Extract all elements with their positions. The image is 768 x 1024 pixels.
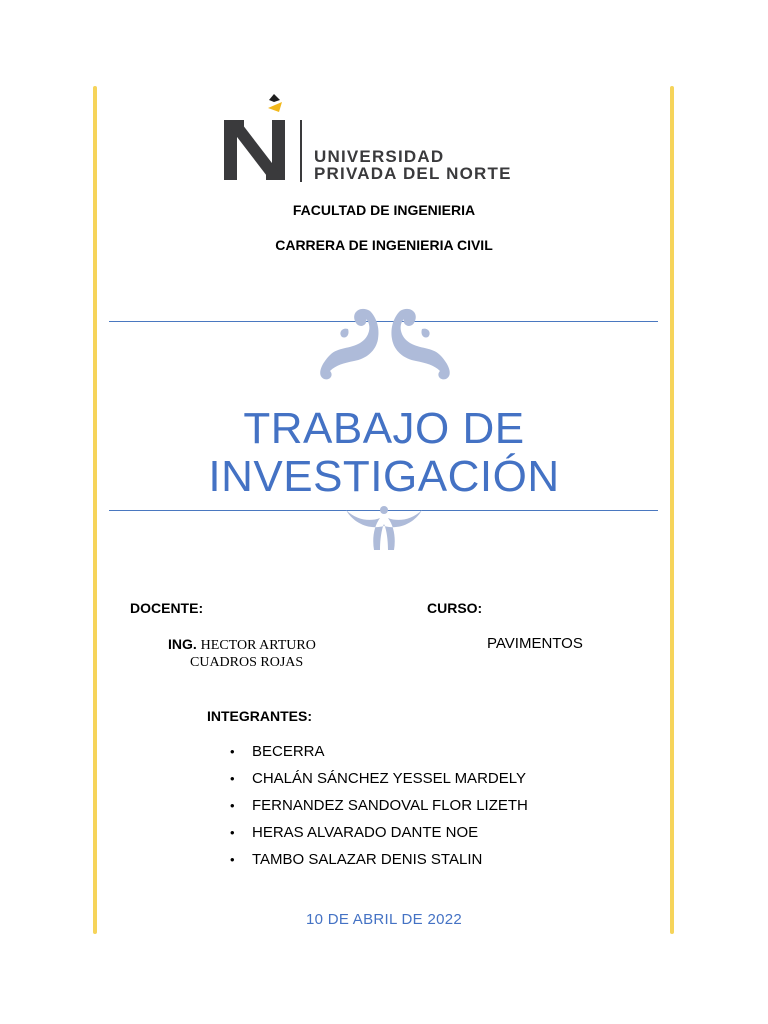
docente-name-first: HECTOR ARTURO: [200, 638, 316, 653]
list-item: [230, 823, 478, 843]
member-name: HERAS ALVARADO DANTE NOE: [252, 824, 479, 841]
member-name: TAMBO SALAZAR DENIS STALIN: [252, 851, 483, 868]
bullet: •: [230, 744, 235, 759]
logo-divider: [300, 120, 302, 182]
list-item: [230, 796, 528, 816]
date-text: 10 DE ABRIL DE 2022: [305, 911, 463, 928]
bullet: •: [230, 852, 235, 867]
docente-name-line2: CUADROS ROJAS: [190, 655, 304, 670]
university-name-line1: UNIVERSIDAD: [314, 147, 445, 166]
bullet: •: [230, 771, 235, 786]
list-item: [230, 742, 325, 762]
ornament-top: [310, 303, 460, 383]
bullet: •: [230, 825, 235, 840]
list-item: [230, 769, 526, 789]
title-line1: TRABAJO DE: [243, 404, 525, 453]
bullet: •: [230, 798, 235, 813]
university-logo-mark: [222, 94, 302, 184]
list-item: [230, 850, 482, 870]
docente-label: DOCENTE:: [130, 600, 204, 616]
title-line2: INVESTIGACIÓN: [208, 452, 560, 501]
ornament-bottom: [342, 504, 426, 554]
faculty-text: FACULTAD DE INGENIERIA: [292, 202, 476, 218]
member-name: CHALÁN SÁNCHEZ YESSEL MARDELY: [252, 770, 526, 787]
career-text: CARRERA DE INGENIERIA CIVIL: [275, 237, 493, 253]
university-name-line2: PRIVADA DEL NORTE: [314, 164, 512, 183]
member-name: FERNANDEZ SANDOVAL FLOR LIZETH: [252, 797, 528, 814]
integrantes-label: INTEGRANTES:: [207, 708, 312, 724]
docente-prefix: ING.: [168, 636, 197, 652]
member-name: BECERRA: [252, 743, 325, 760]
curso-label: CURSO:: [427, 600, 483, 616]
curso-value: PAVIMENTOS: [487, 635, 583, 652]
